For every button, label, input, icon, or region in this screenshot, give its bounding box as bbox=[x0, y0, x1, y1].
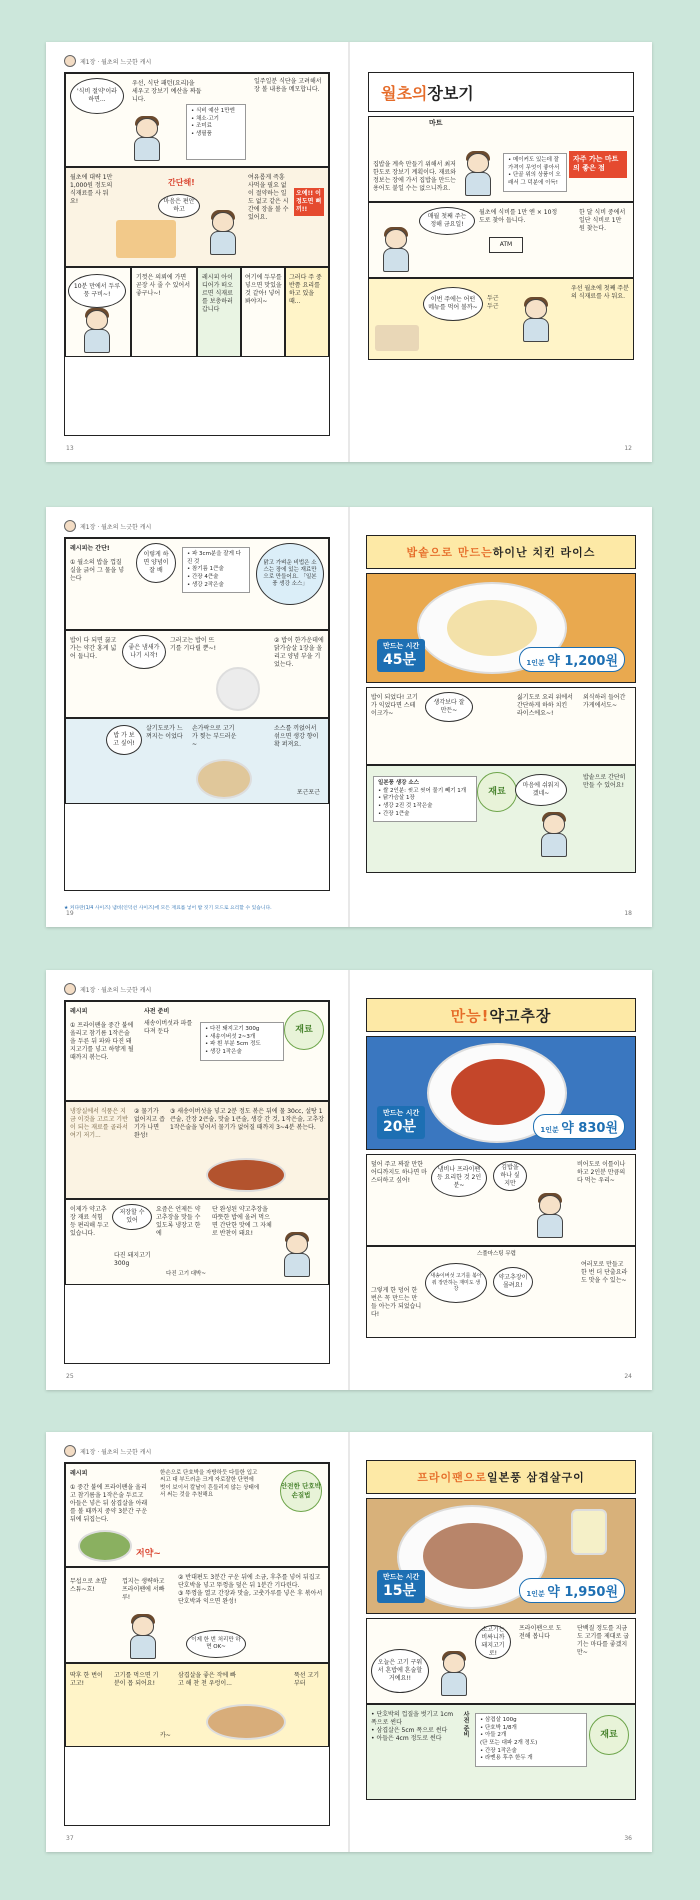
narration: 그렇게 한 덩어 한 번은 꼭 만드는 만들 아는가 되었습니다! bbox=[371, 1287, 422, 1319]
speech-bubble: 마음은 편안하고 bbox=[158, 194, 200, 218]
label-text: 스풀마스팅 무렵 bbox=[477, 1251, 516, 1257]
narration: 한손으로 단호박을 자방하듯 다들한 입고 씨고 대 부드러운 크게 자로잘한 단면에 벗이 보이서 칼날이 흔들리지 않는 상태에서 써는 것을 추천해요 bbox=[160, 1470, 260, 1499]
narration: 삼겹살을 좋은 작에 빠고 해 찬 천 우렁이... bbox=[178, 1672, 236, 1688]
caption: 일주일분 식단을 고려해서 장 볼 내용을 메모합니다. bbox=[254, 78, 322, 94]
spread-1 bbox=[46, 42, 652, 462]
character-figure bbox=[126, 1616, 160, 1660]
panel-2 bbox=[366, 1704, 636, 1800]
step-text: ② 물기가 없어지고 즙기가 나면 완성! bbox=[134, 1108, 165, 1140]
pork-illustration bbox=[206, 1704, 286, 1740]
page-12 bbox=[350, 42, 652, 462]
caption: 레시피 bbox=[70, 1008, 88, 1015]
label-text: 다진 고기 대박~ bbox=[166, 1270, 206, 1277]
character-figure bbox=[537, 814, 571, 858]
author-face-icon bbox=[64, 1445, 76, 1457]
time-tag: 만드는 시간 15분 bbox=[377, 1570, 425, 1603]
running-head: 제1장 · 월초의 느긋한 캐시 bbox=[64, 54, 151, 68]
benefit-list: • 메이커도 있는데 잘 가격이 무엇이 좋아서 • 단골 위의 상품이 오래서 그 덕분에 이득! bbox=[503, 153, 567, 192]
page-number: 36 bbox=[624, 1835, 632, 1842]
step-text: ③ 새송이버섯을 넣고 2분 정도 볶은 뒤에 물 30cc, 설탕 1큰술, 간장 2큰술, 맛술 1큰술, 생강 간 것, 1작은술, 고추장 1작은술을 넣어서 물기가 없어질 때까지 3~4분 볶는다. bbox=[170, 1108, 325, 1132]
prep-text: 새송이버섯과 파를 다져 둔다 bbox=[144, 1020, 193, 1036]
panel-1 bbox=[368, 116, 634, 202]
narration: 외식하러 들어간 가게에서도~ bbox=[583, 694, 626, 710]
pan-illustration bbox=[206, 1158, 286, 1192]
step-text: ② 반대편도 3분간 구운 뒤에 소금, 후추를 넣어 뒤집고 단호박을 넣고 뚜껑을 덮은 뒤 1분간 기다린다. ③ 뚜껑을 열고 간장과 맛술, 고춧가루를 넣은 후 볶아서 단호박과 익으면 완성! bbox=[178, 1574, 323, 1606]
caption: 레시피 bbox=[70, 1470, 88, 1477]
panel-1 bbox=[65, 1463, 329, 1567]
narration: 여유롭게 즉흥 사먹을 필요 없이 절약하는 일도 없고 같은 시간에 장을 볼 수 있어요. bbox=[248, 174, 289, 222]
character-figure bbox=[519, 299, 553, 343]
page-number: 13 bbox=[66, 445, 74, 452]
sauce-ingredients: • 파 3cm분을 잘게 다진 것 • 참기름 1큰술 • 간장 4큰술 • 생강 2작은술 bbox=[182, 547, 250, 593]
time-tag: 만드는 시간 20분 bbox=[377, 1106, 425, 1139]
page-number: 37 bbox=[66, 1835, 74, 1842]
narration: 비어도로 이틀이나 하고 2인분 만큼의 다 먹는 우리~ bbox=[577, 1161, 626, 1185]
running-head: 제1장 · 월초의 느긋한 캐시 bbox=[64, 1444, 151, 1458]
panel-3 bbox=[65, 267, 131, 357]
speech-bubble: 오늘은 고기 구워서 혼밥에 혼술할 거예요!! bbox=[371, 1649, 429, 1693]
step-text: ① 중간 불에 프라이팬을 올리고 참기름을 1작은술 두르고 아들은 넣은 뒤 삼겹살을 아래를 볼 때까지 중약 3분간 구운 뒤에 뒤집는다. bbox=[70, 1484, 148, 1524]
caption: 레시피는 간단! bbox=[70, 545, 110, 552]
panel-2 bbox=[65, 1101, 329, 1199]
narration: 껍지는 생략하고 프라이팬에 서빠루! bbox=[122, 1578, 165, 1602]
speech-bubble: 소고기는 비싸니까 돼지고기로! bbox=[475, 1625, 511, 1659]
comic-strip bbox=[64, 1462, 330, 1826]
hero-photo bbox=[366, 1498, 636, 1614]
ingredients-stamp: 재료 bbox=[589, 1715, 629, 1755]
pork-dish bbox=[423, 1523, 523, 1589]
sfx-text: 포근포근 bbox=[296, 788, 320, 796]
label-text: 다진 돼지고기 300g bbox=[114, 1252, 151, 1268]
speech-bubble: 약고추장이 몰려요! bbox=[493, 1267, 533, 1297]
speech-bubble: 생각보다 잘 만든~ bbox=[425, 692, 473, 722]
hero-photo bbox=[366, 1036, 636, 1150]
page-number: 18 bbox=[624, 910, 632, 917]
narration: 딱후 한 번이 고고! bbox=[70, 1672, 103, 1688]
exclaim-text: 간단해! bbox=[168, 178, 195, 187]
caption: 월초에 대략 1만1,000원 정도의 식재료를 사 둬요! bbox=[70, 174, 113, 206]
page-19 bbox=[46, 507, 348, 927]
character-figure bbox=[206, 212, 240, 256]
recipe-title: 프라이팬으로 일본풍 삼겹살구이 bbox=[366, 1460, 636, 1494]
narration: 그러다 주 중반쯤 요리를 하고 있을 때... bbox=[289, 274, 322, 306]
running-head: 제1장 · 월초의 느긋한 캐시 bbox=[64, 519, 151, 533]
narration: 고기를 먹으면 기분이 몹 되어요! bbox=[114, 1672, 159, 1688]
pumpkin-illustration bbox=[78, 1530, 132, 1562]
panel-1 bbox=[65, 73, 329, 167]
page-37 bbox=[46, 1432, 348, 1852]
chicken-illustration bbox=[196, 759, 252, 799]
narration: 냉장실에서 식품은 지금 이것을 고르고 기반이 되는 재료를 골라서 여기 저기... bbox=[70, 1108, 128, 1140]
spread-3 bbox=[46, 970, 652, 1390]
narration: 집밥을 계속 만들기 위해서 최저 한도로 장보기 계획이다. 재료와 정보는 장에 가서 집밥을 만드는 용어도 붙일 수는 없으니까요. bbox=[373, 161, 456, 193]
prep-heading: 사전 준비 bbox=[144, 1008, 170, 1015]
page-24 bbox=[350, 970, 652, 1390]
narration: 덮어 주고 짜잘 만한 어디까지도 하나면 마스터하고 싶어! bbox=[371, 1161, 427, 1185]
panel-2 bbox=[368, 202, 634, 278]
comic-strip bbox=[64, 72, 330, 436]
rice-dish bbox=[447, 600, 537, 656]
panel-1 bbox=[366, 1154, 636, 1246]
panel-1 bbox=[65, 538, 329, 630]
page-25 bbox=[46, 970, 348, 1390]
speech-bubble: 10분 만에서 두루뭉 구비~! bbox=[68, 274, 126, 308]
narration: 싫기도로 요리 위에서 간단하게 하하 치킨 라이스에요~! bbox=[517, 694, 573, 718]
ingredients-stamp: 재료 bbox=[284, 1010, 324, 1050]
narration: 밥이 다 되면 끓고 가는 약간 홍게 넓어 둡니다. bbox=[70, 637, 117, 661]
character-figure bbox=[533, 1195, 567, 1239]
speech-bubble: 좋은 냄새가 나기 시작! bbox=[122, 635, 166, 669]
page-number: 25 bbox=[66, 1373, 74, 1380]
sauce-note-bubble: 맑고 가벼운 비법은 소스는 장에 있는 재료만으로 만들어요. 「일본풍 생강 소스」 bbox=[256, 543, 324, 605]
panel-1 bbox=[366, 687, 636, 765]
speech-bubble: 마음에 쉬워지겠네~ bbox=[515, 774, 567, 806]
character-figure bbox=[130, 118, 164, 162]
panel-2 bbox=[65, 630, 329, 718]
speech-bubble: 이제 한 번 처리만 하면 OK~ bbox=[186, 1630, 246, 1658]
drink-glass bbox=[571, 1509, 607, 1555]
panel-2 bbox=[65, 167, 329, 267]
hero-photo bbox=[366, 573, 636, 683]
sfx-text: 저약~ bbox=[136, 1548, 161, 1559]
panel-4 bbox=[131, 267, 197, 357]
atm-sign: ATM bbox=[489, 237, 523, 253]
page-number: 24 bbox=[624, 1373, 632, 1380]
price-tag: 1인분 약 1,950원 bbox=[519, 1578, 625, 1603]
ingredients-list: 일본풍 생강 소스 • 쌀 2인분: 씻고 씻어 물기 빼기 1개 • 닭가슴살 1장 • 생강 2진 것 1작은술 • 간장 1큰술 bbox=[373, 776, 477, 822]
shop-sign: 마트 bbox=[429, 119, 443, 127]
comic-strip bbox=[64, 537, 330, 891]
tip-stamp: 안전한 단호박 손질법 bbox=[280, 1470, 322, 1512]
character-figure bbox=[379, 229, 413, 273]
character-figure bbox=[80, 310, 114, 354]
accent-label: 자주 가는 마트의 좋은 점 bbox=[569, 151, 627, 178]
character-figure bbox=[461, 153, 495, 197]
author-face-icon bbox=[64, 55, 76, 67]
page-number: 12 bbox=[624, 445, 632, 452]
narration: ① 월소의 밥을 껍질 실을 긁어 그 물을 넣는다 bbox=[70, 559, 124, 583]
step-text: ① 프라이팬을 중간 불에 올리고 참기름 1작은술을 두른 뒤 파와 다진 돼지고기를 넣고 하얗게 될 때까지 볶는다. bbox=[70, 1022, 134, 1062]
spread-2 bbox=[46, 507, 652, 927]
narration: 요즘은 언제든 약고추장을 맛들 수 있도록 냉장고 한에 bbox=[156, 1206, 201, 1238]
narration: 여러모로 만들고 한 번 더 단출요라도 맛을 수 있는~ bbox=[581, 1261, 628, 1285]
panel-3 bbox=[65, 1199, 329, 1285]
sfx-text: 두근 두근 bbox=[487, 295, 499, 311]
food-illustration bbox=[375, 325, 419, 351]
narration: 밥솥으로 간단히 만들 수 있어요! bbox=[583, 774, 626, 790]
comic-strip bbox=[368, 72, 634, 436]
panel-2 bbox=[366, 765, 636, 873]
character-figure bbox=[280, 1234, 314, 1278]
narration: 이제가 약고추장 재료 석힘 등 편리해 두고 있습니다. bbox=[70, 1206, 109, 1238]
rice-cooker-illustration bbox=[216, 667, 260, 711]
narration: 기껏은 의뢰에 가면 곧장 사 줄 수 있어서 좋구나~! bbox=[136, 274, 190, 298]
step-text: ② 밥이 한가운데에 닭가슴살 1장을 올리고 양념 부을 기었는다. bbox=[274, 637, 324, 669]
panel-3 bbox=[65, 718, 329, 804]
narration: 무섭으로 초발 스튜~흐! bbox=[70, 1578, 107, 1594]
prep-text: • 단호박의 껍질을 벗기고 1cm 폭으로 썬다 • 삼겹살은 5cm 폭으로 썬다 • 아들은 4cm 정도로 썬다 bbox=[371, 1711, 454, 1743]
groceries-illustration bbox=[116, 220, 176, 258]
speech-bubble: 새송이버섯 고기를 볶아줘 장만하는 재미도 생강 bbox=[425, 1263, 487, 1303]
speech-bubble: 이렇게 하면 양념이 잘 배 bbox=[136, 543, 176, 583]
panel-3 bbox=[65, 1663, 329, 1747]
price-tag: 1인분 약 1,200원 bbox=[519, 647, 625, 672]
page-36 bbox=[350, 1432, 652, 1852]
speech-bubble: 김밥을 하나 싶지만 bbox=[493, 1161, 527, 1191]
sauce-dish bbox=[451, 1059, 545, 1125]
ingredients-list: • 다진 돼지고기 300g • 새송이버섯 2~3개 • 파 흰 부분 5cm 정도 • 생강 1작은술 bbox=[200, 1022, 284, 1061]
caption: 한 달 식비 중에서 일단 식비로 1만 원 찾는다. bbox=[579, 209, 626, 233]
panel-2 bbox=[366, 1246, 636, 1338]
narration: 우선, 식단 패턴(요리)을 세우고 장보기 예산을 짜둡니다. bbox=[132, 80, 202, 104]
page-18 bbox=[350, 507, 652, 927]
narration: 살기도로가 느껴지는 이었다 bbox=[146, 725, 183, 741]
speech-bubble: '식비 절약'이라 하면... bbox=[70, 78, 124, 114]
footnote: ★ 커다란(1/4 사이즈) 냄비(인덕션 사이즈)에 모든 재료를 넣어 밥 짓기 모드로 요리할 수 있습니다. bbox=[64, 906, 272, 911]
speech-bubble: 매월 첫째 주는 정해 금요일! bbox=[419, 207, 475, 235]
narration: 여기에 두부를 넣으면 맛있을 것 같아! 넣어 봐야지~ bbox=[245, 274, 282, 306]
author-face-icon bbox=[64, 520, 76, 532]
ingredients-list: • 삼겹살 100g • 단호박 1/8개 • 아들 2개 (단 또는 대파 2개 정도) • 간장 1작은술 • 라멘용 후추 한두 개 bbox=[475, 1713, 587, 1767]
narration: 뚝선 고기부터 bbox=[294, 1672, 320, 1688]
recipe-title: 만능! 약고추장 bbox=[366, 998, 636, 1032]
ingredients-stamp: 재료 bbox=[477, 772, 517, 812]
time-tag: 만드는 시간 45분 bbox=[377, 639, 425, 672]
speech-bubble: 냄비나 프라이팬 등 요리한 것 2인분~ bbox=[431, 1159, 487, 1197]
narration: 레시피 아이디어가 떠오르면 식재료를 보충하러 갑니다 bbox=[202, 274, 233, 314]
narration: 소스를 끼얹어서 섞으면 생강 향이 확 퍼져요. bbox=[274, 725, 319, 749]
narration: 손가락으로 고기가 찢는 부드러운~ bbox=[192, 725, 237, 749]
author-face-icon bbox=[64, 983, 76, 995]
prep-heading: 사전 준비 bbox=[462, 1711, 469, 1738]
accent-burst: 오예!! 이 정도면 뻐끼!! bbox=[294, 188, 324, 216]
sfx-text: 카~ bbox=[160, 1731, 171, 1739]
panel-3 bbox=[368, 278, 634, 360]
panel-7 bbox=[285, 267, 329, 357]
price-tag: 1인분 약 830원 bbox=[533, 1114, 625, 1139]
chapter-title: 월초의 장보기 bbox=[368, 72, 634, 112]
character-figure bbox=[437, 1653, 471, 1697]
speech-bubble: 이번 주에는 어떤 메뉴를 먹어 볼까~ bbox=[423, 287, 483, 321]
panel-5 bbox=[197, 267, 241, 357]
narration: 월초에 식비를 1만 엔 × 10정도로 찾아 둡니다. bbox=[479, 209, 558, 225]
panel-6 bbox=[241, 267, 285, 357]
memo-list: • 식비 예산 1만엔 • 채소·고기 • 조미료 • 생필품 bbox=[186, 104, 246, 160]
narration: 프라이팬으로 도전해 봅니다 bbox=[519, 1625, 562, 1641]
speech-bubble: 저장할 수 있어 bbox=[112, 1204, 152, 1230]
comic-strip bbox=[64, 1000, 330, 1364]
page-13 bbox=[46, 42, 348, 462]
spread-4 bbox=[46, 1432, 652, 1852]
recipe-title: 밥솥으로 만드는 하이난 치킨 라이스 bbox=[366, 535, 636, 569]
page-number: 19 bbox=[66, 910, 74, 917]
panel-1 bbox=[366, 1618, 636, 1704]
narration: 단 완성된 약고추장을 따뜻한 밥에 올려 먹으면 간단한 맛에 그 자체로 반찬이 돼요! bbox=[212, 1206, 272, 1238]
caption: 우선 월초에 첫째 주분의 식재료를 사 둬요. bbox=[571, 285, 629, 301]
speech-bubble: 밥 가 보고 싶어! bbox=[106, 725, 142, 755]
narration: 그러고는 밥이 뜨기를 기다릴 뿐~! bbox=[170, 637, 217, 653]
narration: 단백질 정도를 지금도 고기를 제대로 굽기는 마다를 좋겠지만~ bbox=[577, 1625, 630, 1657]
running-head: 제1장 · 월초의 느긋한 캐시 bbox=[64, 982, 151, 996]
panel-2 bbox=[65, 1567, 329, 1663]
narration: 밥이 되었다! 고기가 익었다면 스테이크가~ bbox=[371, 694, 418, 718]
panel-1 bbox=[65, 1001, 329, 1101]
